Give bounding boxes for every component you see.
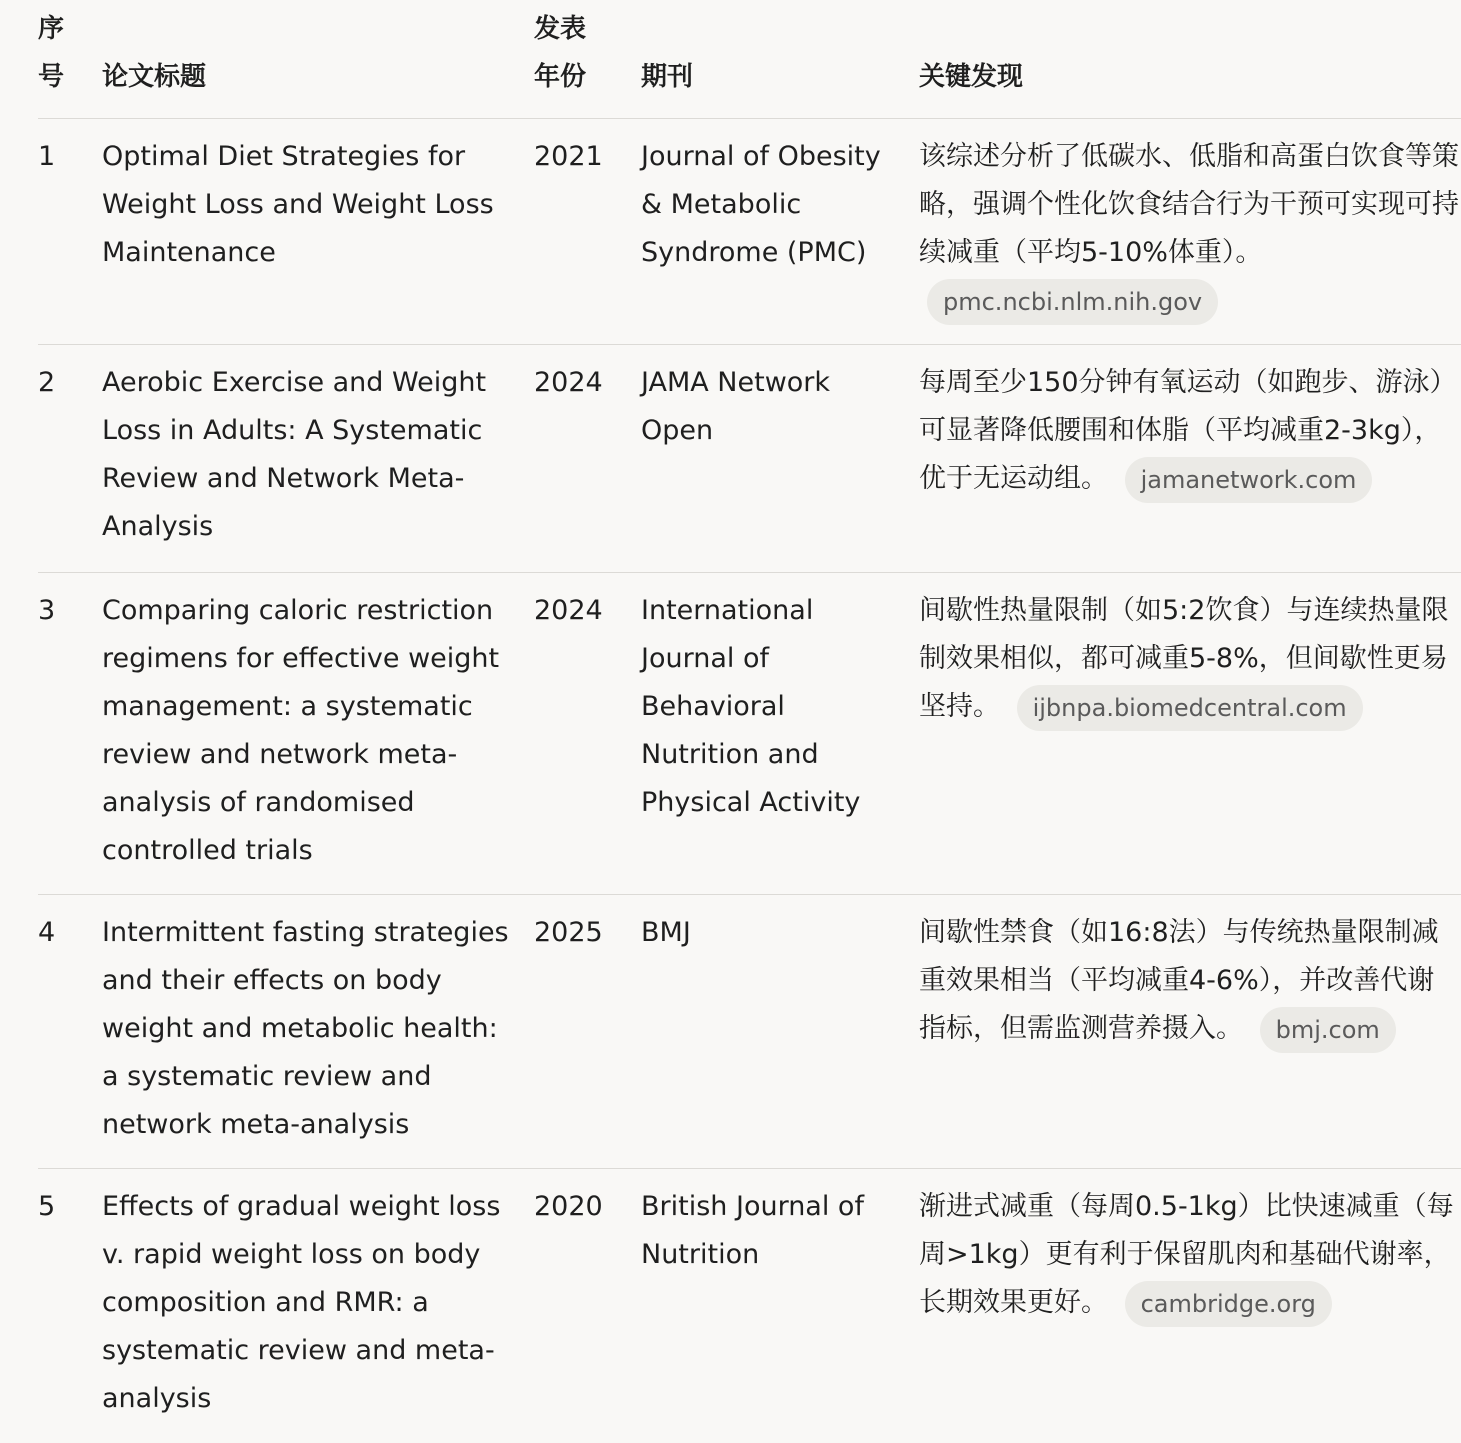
source-link[interactable]: pmc.ncbi.nlm.nih.gov	[927, 279, 1218, 325]
header-finding: 关键发现	[919, 62, 1024, 92]
paper-journal: JAMA Network Open	[641, 367, 831, 446]
table-header	[38, 0, 1461, 119]
paper-year: 2024	[534, 595, 603, 626]
finding-text: 每周至少150分钟有氧运动（如跑步、游泳）可显著降低腰围和体脂（平均减重2-3kg），优于无运动组。	[919, 367, 1457, 494]
paper-finding	[919, 587, 1459, 731]
papers-table	[38, 0, 1461, 1443]
paper-year: 2020	[534, 1191, 603, 1222]
table-row	[38, 119, 1461, 345]
finding-text: 渐进式减重（每周0.5-1kg）比快速减重（每周>1kg）更有利于保留肌肉和基础代谢率，长期效果更好。	[919, 1191, 1454, 1318]
paper-finding	[919, 359, 1459, 503]
table-row	[38, 895, 1461, 1169]
source-link[interactable]: bmj.com	[1260, 1007, 1396, 1053]
paper-title: Aerobic Exercise and Weight Loss in Adults: A Systematic Review and Network Meta-Analysis	[102, 367, 487, 542]
table-row	[38, 1169, 1461, 1443]
paper-finding	[919, 909, 1459, 1053]
paper-year: 2025	[534, 917, 603, 948]
row-number: 3	[38, 595, 56, 626]
header-year: 发表 年份	[534, 14, 587, 92]
source-link[interactable]: cambridge.org	[1125, 1281, 1332, 1327]
finding-text: 间歇性热量限制（如5:2饮食）与连续热量限制效果相似，都可减重5-8%，但间歇性更易坚持。	[919, 595, 1449, 722]
paper-journal: International Journal of Behavioral Nutrition and Physical Activity	[641, 595, 861, 818]
table-row	[38, 573, 1461, 895]
source-link[interactable]: ijbnpa.biomedcentral.com	[1017, 685, 1363, 731]
header-num: 序 号	[38, 14, 65, 92]
paper-journal: BMJ	[641, 917, 691, 948]
row-number: 5	[38, 1191, 56, 1222]
paper-journal: British Journal of Nutrition	[641, 1191, 864, 1270]
paper-title: Effects of gradual weight loss v. rapid weight loss on body composition and RMR: a systematic review and meta-analysis	[102, 1191, 501, 1414]
paper-finding	[919, 133, 1459, 325]
paper-title: Comparing caloric restriction regimens for effective weight management: a systematic review and network meta-analysis of randomised controlled trials	[102, 595, 500, 866]
finding-text: 该综述分析了低碳水、低脂和高蛋白饮食等策略，强调个性化饮食结合行为干预可实现可持续减重（平均5-10%体重）。	[919, 141, 1459, 268]
table-row	[38, 345, 1461, 573]
finding-text: 间歇性禁食（如16:8法）与传统热量限制减重效果相当（平均减重4-6%），并改善代谢指标，但需监测营养摄入。	[919, 917, 1439, 1044]
row-number: 2	[38, 367, 56, 398]
source-link[interactable]: jamanetwork.com	[1125, 457, 1373, 503]
header-title: 论文标题	[102, 62, 207, 92]
header-journal: 期刊	[641, 62, 694, 92]
paper-year: 2021	[534, 141, 603, 172]
paper-finding	[919, 1183, 1459, 1327]
paper-title: Intermittent fasting strategies and their effects on body weight and metabolic health: a systematic review and network meta-analysis	[102, 917, 509, 1140]
paper-journal: Journal of Obesity & Metabolic Syndrome (PMC)	[641, 141, 881, 268]
paper-title: Optimal Diet Strategies for Weight Loss and Weight Loss Maintenance	[102, 141, 494, 268]
row-number: 1	[38, 141, 56, 172]
row-number: 4	[38, 917, 56, 948]
paper-year: 2024	[534, 367, 603, 398]
